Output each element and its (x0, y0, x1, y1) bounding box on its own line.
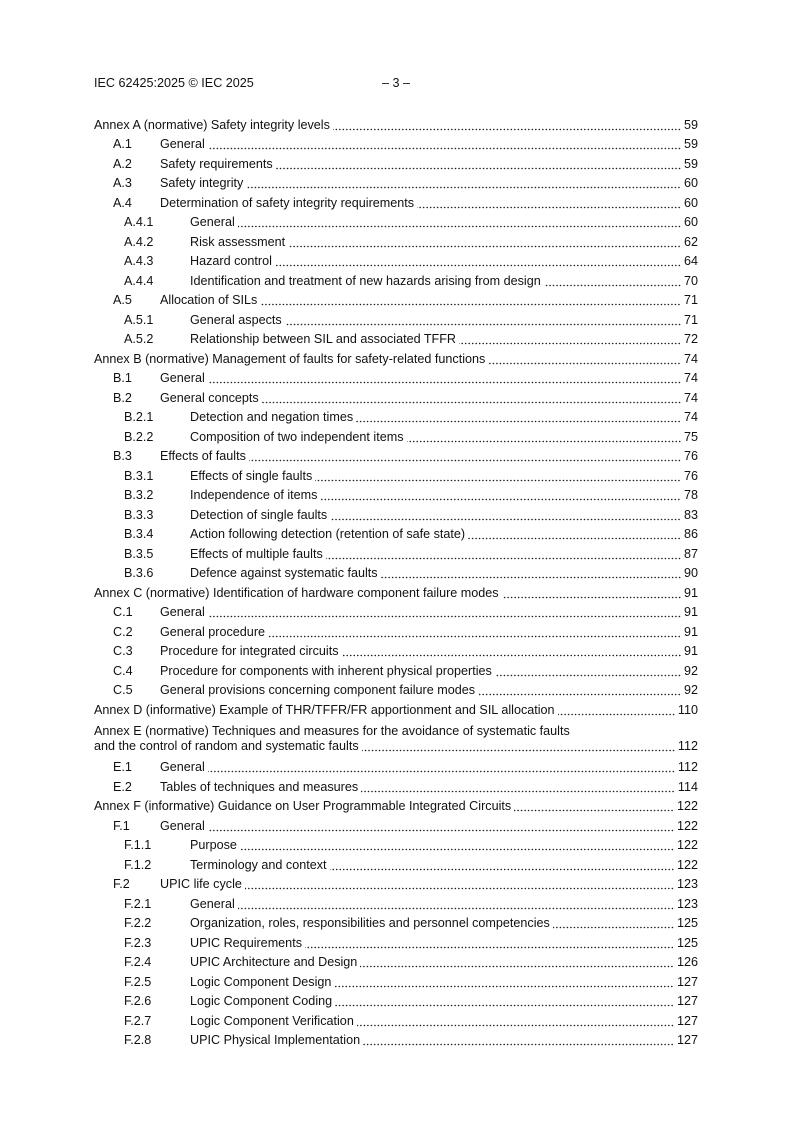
toc-entry-number: A.2 (113, 156, 132, 171)
toc-entry-title: Allocation of SILs (160, 293, 258, 307)
dot-leader (502, 589, 681, 599)
toc-entry-number: A.1 (113, 137, 132, 151)
toc-entry-title: Annex A (normative) Safety integrity levels (94, 117, 330, 132)
toc-entry[interactable] (94, 503, 698, 523)
dot-leader (276, 160, 681, 170)
toc-entry-page: 127 (676, 974, 698, 989)
dot-leader (468, 530, 681, 540)
dot-leader (360, 958, 674, 968)
toc-entry[interactable] (94, 601, 698, 621)
toc-entry-title: Detection of single faults (190, 507, 328, 522)
toc-entry-page: 122 (676, 838, 698, 852)
toc-entry-number: F.2.5 (124, 974, 152, 989)
dot-leader (249, 452, 681, 462)
dot-leader (208, 763, 675, 773)
dot-leader (362, 742, 675, 752)
dot-leader (544, 277, 681, 287)
dot-leader (245, 880, 674, 890)
toc-entry-title: General (190, 215, 235, 229)
dot-leader (288, 238, 681, 248)
toc-entry-page: 112 (677, 760, 698, 774)
toc-entry-page: 71 (683, 293, 698, 307)
dot-leader (356, 413, 681, 423)
dot-leader (553, 919, 674, 929)
toc-entry[interactable] (94, 775, 698, 795)
toc-entry-number: B.3.2 (124, 488, 154, 502)
toc-entry-page: 122 (676, 818, 698, 833)
toc-entry-number: A.3 (113, 176, 132, 190)
toc-entry[interactable] (94, 892, 698, 912)
toc-entry-number: C.1 (113, 605, 133, 619)
toc-entry-page: 92 (683, 663, 698, 678)
toc-entry-number: A.4.4 (124, 273, 154, 288)
toc-entry[interactable] (94, 756, 698, 776)
toc-entry-number: B.3.4 (124, 527, 154, 541)
toc-entry-page: 122 (676, 857, 698, 872)
dot-leader (262, 394, 681, 404)
toc-entry-title: Purpose (190, 838, 237, 852)
toc-entry-number: B.2 (113, 390, 132, 405)
toc-entry-title: Annex B (normative) Management of faults for safety-related functions (94, 351, 486, 366)
toc-entry[interactable] (94, 620, 698, 640)
toc-entry-number: A.5.2 (124, 332, 154, 346)
toc-entry-page: 74 (683, 410, 698, 424)
toc-entry-page: 90 (683, 566, 698, 580)
toc-entry[interactable] (94, 172, 698, 192)
toc-entry[interactable] (94, 853, 698, 873)
toc-entry[interactable] (94, 679, 698, 699)
toc-entry-title: Procedure for integrated circuits (160, 644, 339, 658)
toc-entry[interactable] (94, 523, 698, 543)
toc-entry-title: Annex D (informative) Example of THR/TFFR/FR apportionment and SIL allocation (94, 702, 555, 717)
toc-entry[interactable] (94, 133, 698, 153)
toc-entry-page: 91 (683, 644, 698, 658)
toc-entry[interactable] (94, 308, 698, 328)
toc-entry-title-cont: and the control of random and systematic faults (94, 738, 359, 753)
dot-leader (285, 316, 681, 326)
toc-entry[interactable] (94, 250, 698, 270)
toc-entry-number: A.4.1 (124, 215, 154, 229)
toc-entry[interactable] (94, 873, 698, 893)
dot-leader (381, 569, 681, 579)
toc-entry-title: Logic Component Verification (190, 1013, 354, 1028)
toc-entry-page: 76 (683, 468, 698, 483)
toc-entry[interactable] (94, 562, 698, 582)
toc-entry-number: F.2.6 (124, 994, 152, 1008)
toc-entry[interactable] (94, 542, 698, 562)
toc-entry-page: 86 (683, 527, 698, 541)
toc-entry-number: C.2 (113, 624, 133, 639)
toc-entry-page: 125 (676, 935, 698, 950)
toc-entry-title: Composition of two independent items (190, 429, 404, 444)
dot-leader (326, 550, 681, 560)
toc-entry[interactable] (94, 659, 698, 679)
toc-entry-number: B.2.1 (124, 410, 154, 424)
dot-leader (417, 199, 681, 209)
dot-leader (208, 140, 681, 150)
toc-entry[interactable] (94, 367, 698, 387)
toc-entry-title: UPIC life cycle (160, 877, 242, 891)
toc-entry-title: General (160, 818, 205, 833)
toc-entry-number: C.3 (113, 644, 133, 658)
toc-entry[interactable] (94, 814, 698, 834)
toc-entry-title: Safety requirements (160, 156, 273, 171)
toc-entry[interactable] (94, 406, 698, 426)
toc-entry-title: Safety integrity (160, 176, 244, 190)
toc-entry-number: B.1 (113, 371, 132, 385)
toc-entry-title: Effects of faults (160, 449, 246, 463)
toc-entry-page: 59 (683, 156, 698, 171)
dot-leader (240, 841, 674, 851)
toc-entry-number: A.4.2 (124, 234, 154, 249)
dot-leader (238, 218, 681, 228)
toc-entry-number: B.3.3 (124, 507, 154, 522)
toc-entry-title: General concepts (160, 390, 259, 405)
toc-entry-number: F.2.2 (124, 916, 152, 930)
toc-entry-number: A.4.3 (124, 254, 154, 268)
dot-leader (320, 491, 681, 501)
toc-entry[interactable] (94, 834, 698, 854)
toc-entry-title: General provisions concerning component failure modes (160, 683, 476, 697)
dot-leader (357, 1017, 674, 1027)
toc-entry-title: UPIC Architecture and Design (190, 955, 358, 969)
toc-entry-title: Risk assessment (190, 234, 286, 249)
toc-entry-title: General procedure (160, 624, 266, 639)
toc-entry-number: F.2.8 (124, 1033, 152, 1047)
dot-leader (407, 433, 681, 443)
toc-entry-title: Annex E (normative) Techniques and measures for the avoidance of systematic faults (94, 723, 570, 738)
toc-entry-number: B.2.2 (124, 429, 154, 444)
toc-entry[interactable] (94, 269, 698, 289)
toc-entry-number: A.4 (113, 195, 132, 210)
toc-entry-number: B.3.1 (124, 468, 154, 483)
toc-entry-title: Defence against systematic faults (190, 566, 378, 580)
toc-entry[interactable] (94, 1029, 698, 1049)
dot-leader (275, 257, 681, 267)
toc-entry-page: 76 (683, 449, 698, 463)
toc-entry-page: 74 (683, 371, 698, 385)
toc-entry-number: F.2.4 (124, 955, 152, 969)
toc-entry-page: 127 (676, 1033, 698, 1047)
toc-entry-title: UPIC Requirements (190, 935, 302, 950)
toc-entry-page: 87 (683, 546, 698, 561)
toc-entry-page: 83 (683, 507, 698, 522)
toc-entry[interactable] (94, 230, 698, 250)
toc-entry-number: F.1 (113, 818, 130, 833)
toc-entry-page: 62 (683, 234, 698, 249)
dot-leader (495, 667, 681, 677)
toc-entry[interactable] (94, 445, 698, 465)
toc-entry-page: 122 (676, 799, 698, 813)
toc-entry-title: Detection and negation times (190, 410, 354, 424)
toc-entry[interactable] (94, 289, 698, 309)
toc-entry-number: E.2 (113, 779, 132, 794)
toc-entry-page: 64 (683, 254, 698, 268)
dot-leader (330, 861, 674, 871)
toc-entry-page: 78 (683, 488, 698, 502)
toc-entry-number: B.3.6 (124, 566, 154, 580)
toc-entry-page: 91 (683, 624, 698, 639)
toc-entry-page: 123 (676, 896, 698, 911)
toc-entry[interactable] (94, 425, 698, 445)
toc-entry-number: F.1.1 (124, 838, 152, 852)
toc-entry-title: UPIC Physical Implementation (190, 1033, 361, 1047)
toc-entry-title: Terminology and context (190, 857, 327, 872)
toc-entry-title: Effects of multiple faults (190, 546, 323, 561)
dot-leader (333, 121, 681, 131)
toc-entry-page: 75 (683, 429, 698, 444)
toc-entry-number: F.1.2 (124, 857, 152, 872)
toc-entry-number: C.4 (113, 663, 133, 678)
toc-entry[interactable] (94, 931, 698, 951)
toc-entry-title: Annex F (informative) Guidance on User Programmable Integrated Circuits (94, 799, 512, 813)
toc-entry-page: 60 (683, 215, 698, 229)
toc-entry-number: F.2.3 (124, 935, 152, 950)
toc-entry-page: 127 (676, 994, 698, 1008)
dot-leader (361, 783, 675, 793)
toc-entry-title: Independence of items (190, 488, 318, 502)
toc-entry-title: Annex C (normative) Identification of hardware component failure modes (94, 585, 499, 600)
toc-entry-title-block (94, 724, 698, 754)
document-id: IEC 62425:2025 © IEC 2025 (94, 76, 254, 90)
dot-leader (363, 1036, 674, 1046)
toc-entry-page: 91 (683, 585, 698, 600)
toc-entry-number: A.5.1 (124, 312, 154, 327)
dot-leader (514, 802, 674, 812)
toc-entry-number: C.5 (113, 683, 133, 697)
toc-entry-title: General (160, 605, 205, 619)
toc-entry-title: Logic Component Design (190, 974, 332, 989)
toc-entry[interactable] (94, 640, 698, 660)
dot-leader (558, 706, 675, 716)
toc-entry-page: 112 (677, 738, 698, 753)
toc-entry[interactable] (94, 328, 698, 348)
toc-entry-title: General (160, 137, 205, 151)
dot-leader (246, 179, 681, 189)
toc-entry-page: 71 (683, 312, 698, 327)
toc-entry-title: General (160, 371, 205, 385)
toc-entry-title: Hazard control (190, 254, 272, 268)
dot-leader (238, 900, 674, 910)
toc-entry-number: A.5 (113, 293, 132, 307)
dot-leader (268, 628, 681, 638)
dot-leader (260, 296, 681, 306)
toc-entry[interactable] (94, 581, 698, 601)
dot-leader (315, 472, 681, 482)
toc-entry[interactable] (94, 211, 698, 231)
toc-entry-title: Organization, roles, responsibilities and personnel competencies (190, 916, 550, 930)
page-header (94, 76, 698, 92)
toc-entry-number: B.3.5 (124, 546, 154, 561)
dot-leader (208, 608, 681, 618)
toc-entry-number: F.2.7 (124, 1013, 152, 1028)
toc-entry-page: 60 (683, 195, 698, 210)
toc-entry-page: 74 (683, 390, 698, 405)
toc-entry-title: Effects of single faults (190, 468, 313, 483)
toc-entry-page: 74 (683, 351, 698, 366)
dot-leader (459, 335, 681, 345)
toc-entry-page: 110 (677, 702, 698, 717)
toc-entry-title: General (190, 896, 235, 911)
toc-entry-title: Identification and treatment of new hazards arising from design (190, 273, 541, 288)
dot-leader (335, 997, 674, 1007)
toc-entry-page: 60 (683, 176, 698, 190)
dot-leader (342, 647, 681, 657)
toc-entry-number: F.2 (113, 877, 130, 891)
toc-entry[interactable] (94, 386, 698, 406)
toc-entry[interactable] (94, 912, 698, 932)
dot-leader (330, 511, 681, 521)
toc-entry[interactable] (94, 113, 698, 133)
toc-entry-title: Logic Component Coding (190, 994, 333, 1008)
toc-entry-number: B.3 (113, 449, 132, 463)
toc-entry[interactable] (94, 718, 698, 754)
toc-entry[interactable] (94, 970, 698, 990)
toc-entry-page: 91 (683, 605, 698, 619)
toc-entry-page: 114 (677, 779, 698, 794)
toc-entry[interactable] (94, 795, 698, 815)
toc-entry-title: Procedure for components with inherent physical properties (160, 663, 492, 678)
toc-entry-page: 59 (683, 137, 698, 151)
toc-entry-page: 126 (676, 955, 698, 969)
toc-entry-page: 127 (676, 1013, 698, 1028)
dot-leader (208, 822, 674, 832)
toc-entry[interactable] (94, 191, 698, 211)
dot-leader (305, 939, 674, 949)
table-of-contents (94, 113, 698, 1048)
dot-leader (334, 978, 674, 988)
toc-entry-page: 70 (683, 273, 698, 288)
toc-entry-title: Determination of safety integrity requirements (160, 195, 415, 210)
toc-entry[interactable] (94, 152, 698, 172)
toc-entry-page: 92 (683, 683, 698, 697)
toc-entry-title: Relationship between SIL and associated TFFR (190, 332, 457, 346)
toc-entry-title: Tables of techniques and measures (160, 779, 359, 794)
dot-leader (488, 355, 681, 365)
toc-entry[interactable] (94, 990, 698, 1010)
toc-entry[interactable] (94, 951, 698, 971)
toc-entry-title: Action following detection (retention of safe state) (190, 527, 466, 541)
toc-entry[interactable] (94, 347, 698, 367)
toc-entry-page: 125 (676, 916, 698, 930)
toc-entry[interactable] (94, 484, 698, 504)
page-number: – 3 – (382, 76, 411, 90)
toc-entry-number: F.2.1 (124, 896, 152, 911)
toc-entry[interactable] (94, 1009, 698, 1029)
toc-entry-page: 72 (683, 332, 698, 346)
toc-entry-page: 59 (683, 117, 698, 132)
toc-entry-page: 123 (676, 877, 698, 891)
dot-leader (208, 374, 681, 384)
toc-entry[interactable] (94, 698, 698, 718)
toc-entry-number: E.1 (113, 760, 132, 774)
toc-entry-last-line (94, 739, 698, 754)
toc-entry-title: General (160, 760, 205, 774)
dot-leader (478, 686, 681, 696)
toc-entry-title: General aspects (190, 312, 282, 327)
toc-entry[interactable] (94, 464, 698, 484)
